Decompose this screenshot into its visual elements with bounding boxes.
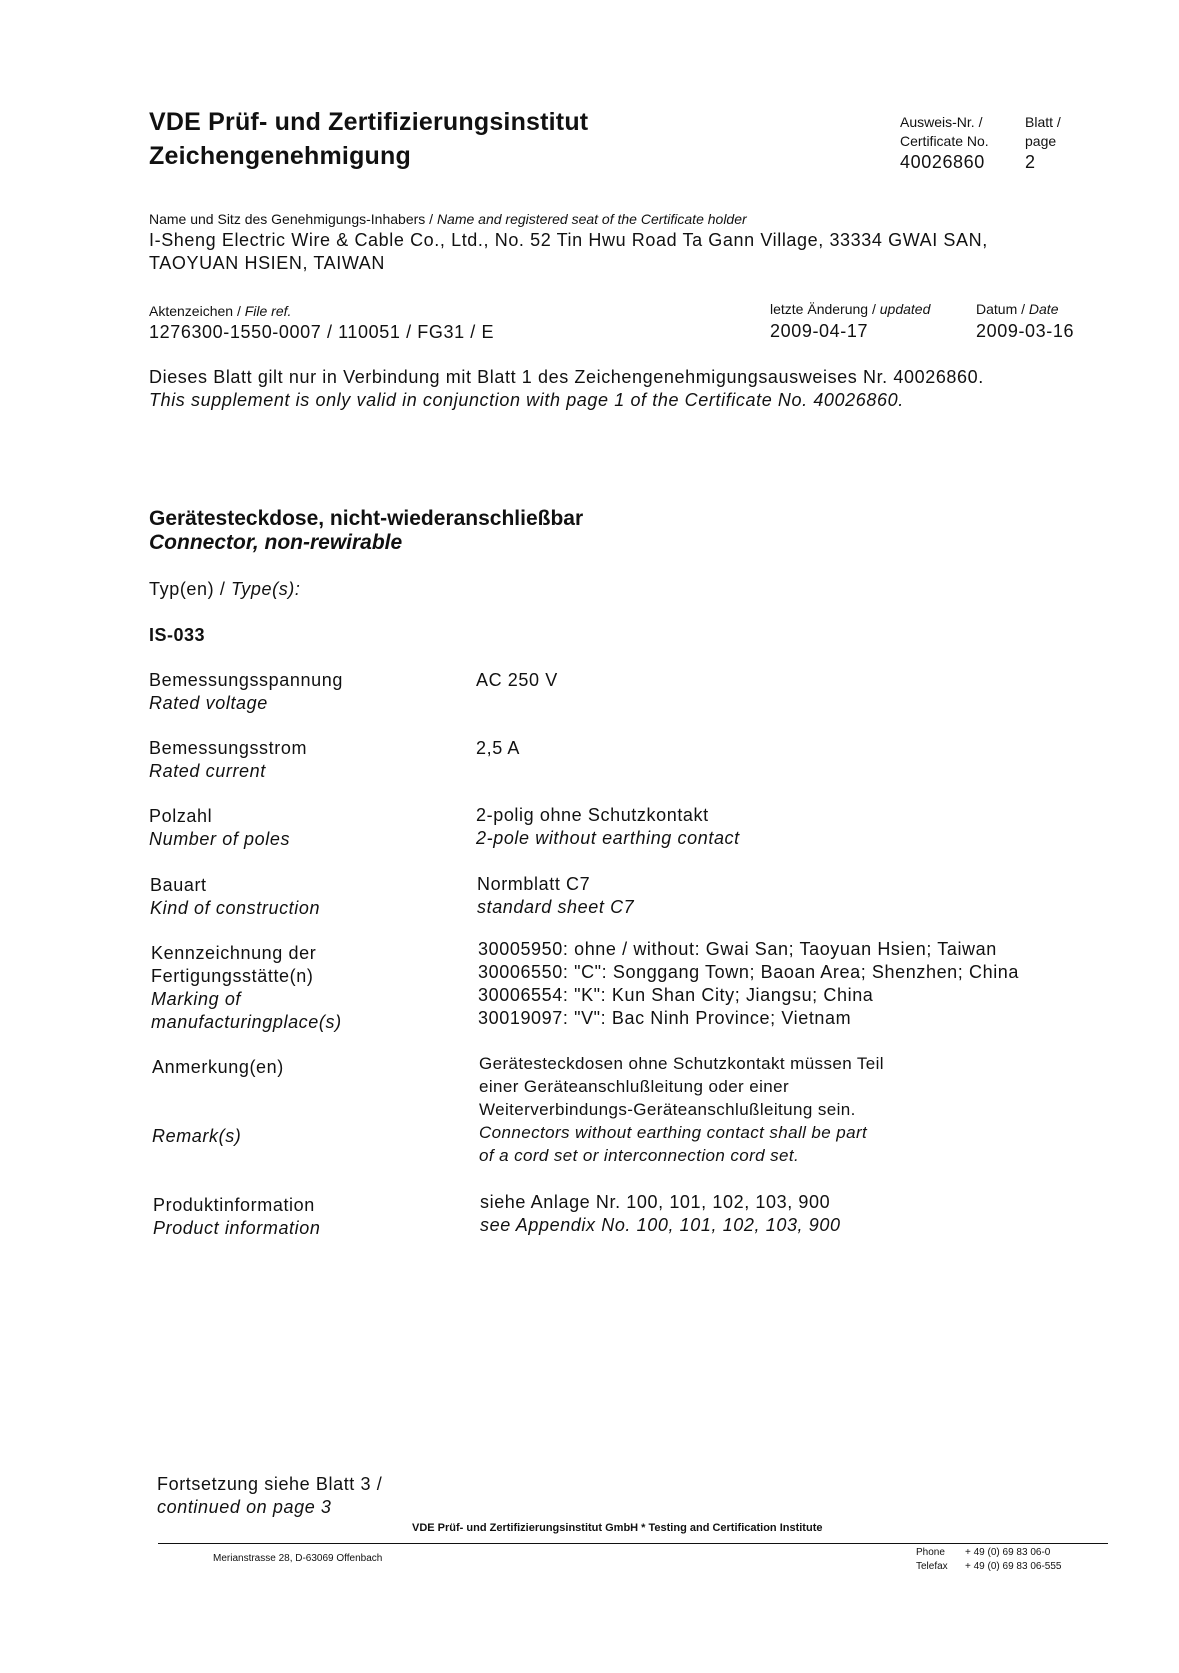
poles-label-en: Number of poles xyxy=(149,829,291,849)
voltage-label-en: Rated voltage xyxy=(149,693,268,713)
footer-fax-label: Telefax xyxy=(916,1561,948,1572)
voltage-label-de: Bemessungsspannung xyxy=(149,670,343,690)
date-label-de: Datum / xyxy=(976,301,1029,317)
product-title-de: Gerätesteckdose, nicht-wiederanschließbar xyxy=(149,507,584,530)
current-label-de: Bemessungsstrom xyxy=(149,738,308,758)
cert-label-en: Certificate No. xyxy=(900,133,989,149)
product-info-value-de: siehe Anlage Nr. 100, 101, 102, 103, 900 xyxy=(480,1192,831,1212)
validity-de: Dieses Blatt gilt nur in Verbindung mit Blatt 1 des Zeichengenehmigungsausweises Nr. 40026860. xyxy=(149,367,984,387)
product-info-label-en: Product information xyxy=(153,1218,321,1238)
date-value: 2009-03-16 xyxy=(976,321,1075,341)
poles-label-de: Polzahl xyxy=(149,806,213,826)
remarks-line-de: Weiterverbindungs-Geräteanschlußleitung sein. xyxy=(479,1100,856,1119)
construction-label-de: Bauart xyxy=(150,875,207,895)
updated-label-de: letzte Änderung / xyxy=(770,301,880,317)
footer-company: VDE Prüf- und Zertifizierungsinstitut GmbH * Testing and Certification Institute xyxy=(412,1522,823,1534)
poles-value-de: 2-polig ohne Schutzkontakt xyxy=(476,805,709,825)
cert-number: 40026860 xyxy=(900,152,985,172)
construction-label-en: Kind of construction xyxy=(150,898,321,918)
marking-line: 30019097: "V": Bac Ninh Province; Vietnam xyxy=(478,1008,852,1028)
file-ref-value: 1276300-1550-0007 / 110051 / FG31 / E xyxy=(149,322,495,342)
holder-address-line1: I-Sheng Electric Wire & Cable Co., Ltd., No. 52 Tin Hwu Road Ta Gann Village, 33334 GWAI SAN, xyxy=(149,230,988,250)
current-label-en: Rated current xyxy=(149,761,266,781)
continuation-en: continued on page 3 xyxy=(157,1497,332,1517)
page-label-de: Blatt / xyxy=(1025,114,1061,130)
marking-label-en-1: Marking of xyxy=(151,989,242,1009)
type-code: IS-033 xyxy=(149,625,206,645)
marking-line: 30005950: ohne / without: Gwai San; Taoyuan Hsien; Taiwan xyxy=(478,939,997,959)
remarks-line-en: Connectors without earthing contact shall be part xyxy=(479,1123,868,1142)
marking-label-en-2: manufacturingplace(s) xyxy=(151,1012,342,1032)
holder-address-line2: TAOYUAN HSIEN, TAIWAN xyxy=(149,253,385,273)
document-type: Zeichengenehmigung xyxy=(149,142,411,170)
construction-value-de: Normblatt C7 xyxy=(477,874,591,894)
types-label-de: Typ(en) / xyxy=(149,579,232,599)
product-info-value-en: see Appendix No. 100, 101, 102, 103, 900 xyxy=(480,1215,841,1235)
construction-value-en: standard sheet C7 xyxy=(477,897,635,917)
continuation-de: Fortsetzung siehe Blatt 3 / xyxy=(157,1474,383,1494)
footer-address: Merianstrasse 28, D-63069 Offenbach xyxy=(213,1553,383,1564)
holder-label xyxy=(149,211,747,227)
file-ref-label-en: File ref. xyxy=(244,303,292,319)
remarks-line-de: Gerätesteckdosen ohne Schutzkontakt müssen Teil xyxy=(479,1054,884,1073)
remarks-line-en: of a cord set or interconnection cord set. xyxy=(479,1146,800,1165)
types-label xyxy=(149,579,301,600)
product-title-en: Connector, non-rewirable xyxy=(149,531,403,554)
institute-name: VDE Prüf- und Zertifizierungsinstitut xyxy=(149,108,589,136)
marking-line: 30006550: "C": Songgang Town; Baoan Area; Shenzhen; China xyxy=(478,962,1020,982)
marking-label-de-2: Fertigungsstätte(n) xyxy=(151,966,314,986)
file-ref-label-de: Aktenzeichen / xyxy=(149,303,245,319)
current-value: 2,5 A xyxy=(476,738,521,758)
marking-line: 30006554: "K": Kun Shan City; Jiangsu; China xyxy=(478,985,874,1005)
page-label-en: page xyxy=(1025,133,1057,149)
footer-fax: + 49 (0) 69 83 06-555 xyxy=(965,1561,1062,1572)
date-label xyxy=(976,301,1058,317)
date-label-en: Date xyxy=(1028,301,1059,317)
page-number: 2 xyxy=(1025,152,1036,172)
poles-value-en: 2-pole without earthing contact xyxy=(476,828,740,848)
holder-label-de: Name und Sitz des Genehmigungs-Inhabers / xyxy=(149,211,437,227)
holder-label-en: Name and registered seat of the Certificate holder xyxy=(436,211,747,227)
types-label-en: Type(s): xyxy=(231,579,301,599)
file-ref-label xyxy=(149,303,291,319)
validity-en: This supplement is only valid in conjunction with page 1 of the Certificate No. 40026860. xyxy=(149,390,904,410)
footer-rule xyxy=(158,1543,1108,1544)
updated-label-en: updated xyxy=(879,301,931,317)
cert-label-de: Ausweis-Nr. / xyxy=(900,114,983,130)
voltage-value: AC 250 V xyxy=(476,670,558,690)
footer-phone: + 49 (0) 69 83 06-0 xyxy=(965,1547,1051,1558)
footer-phone-label: Phone xyxy=(916,1547,945,1558)
marking-label-de-1: Kennzeichnung der xyxy=(151,943,317,963)
updated-value: 2009-04-17 xyxy=(770,321,869,341)
remarks-line-de: einer Geräteanschlußleitung oder einer xyxy=(479,1077,790,1096)
product-info-label-de: Produktinformation xyxy=(153,1195,315,1215)
remarks-label-de: Anmerkung(en) xyxy=(152,1057,284,1077)
updated-label xyxy=(770,301,930,317)
remarks-label-en: Remark(s) xyxy=(152,1126,242,1146)
